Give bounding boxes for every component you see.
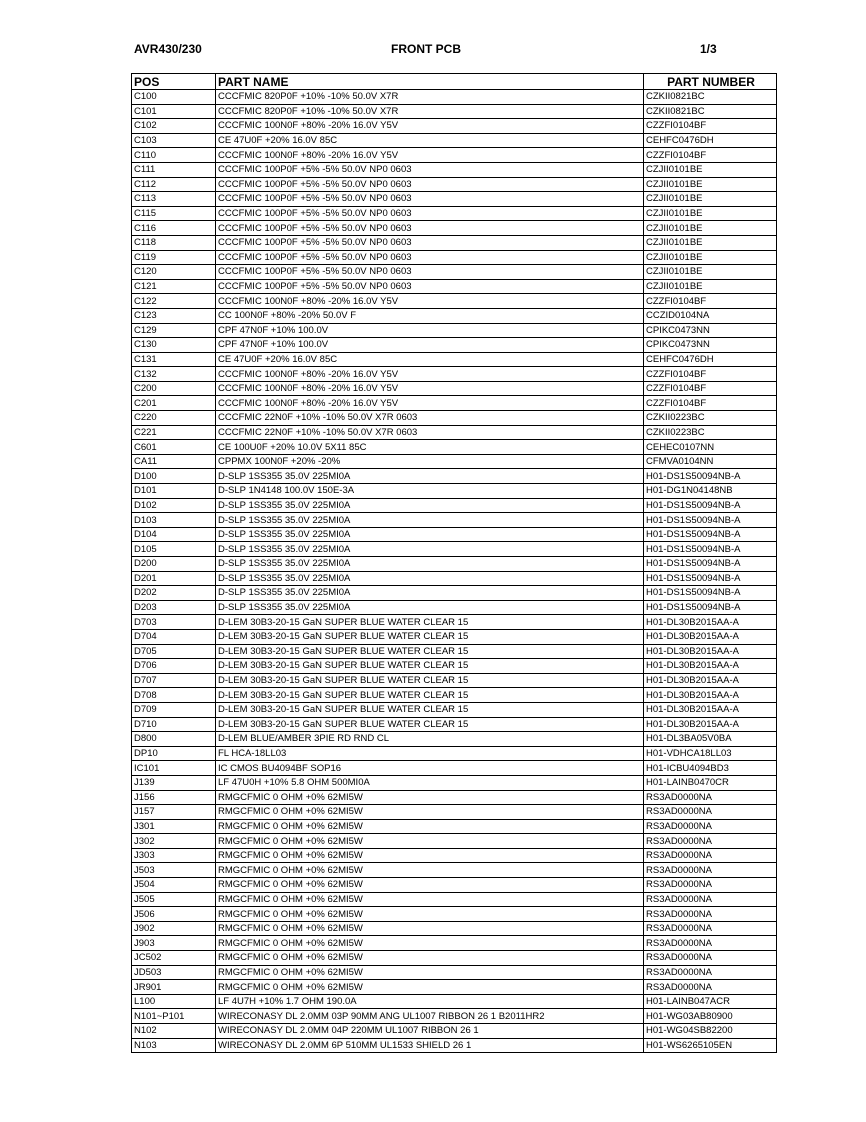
cell-part-number: H01-DS1S50094NB-A [644,600,777,615]
cell-pos: J301 [132,819,216,834]
cell-pos: C201 [132,396,216,411]
table-row [132,294,777,309]
table-row [132,250,777,265]
cell-pos: C119 [132,250,216,265]
cell-pos: C102 [132,119,216,134]
cell-part-name: CCCFMIC 100P0F +5% -5% 50.0V NP0 0603 [216,162,644,177]
table-row [132,104,777,119]
table-row [132,323,777,338]
cell-pos: J504 [132,878,216,893]
table-row [132,352,777,367]
page-number: 1/3 [700,42,717,56]
cell-pos: D708 [132,688,216,703]
cell-part-number: H01-ICBU4094BD3 [644,761,777,776]
cell-part-number: H01-VDHCA18LL03 [644,746,777,761]
cell-pos: D800 [132,732,216,747]
cell-part-name: D-LEM 30B3-20-15 GaN SUPER BLUE WATER CLEAR 15 [216,644,644,659]
cell-pos: J156 [132,790,216,805]
cell-part-number: H01-DS1S50094NB-A [644,513,777,528]
cell-part-number: CZJII0101BE [644,177,777,192]
cell-part-number: RS3AD0000NA [644,805,777,820]
cell-part-name: CCCFMIC 22N0F +10% -10% 50.0V X7R 0603 [216,425,644,440]
cell-part-name: CE 100U0F +20% 10.0V 5X11 85C [216,440,644,455]
cell-pos: D101 [132,484,216,499]
table-row [132,221,777,236]
table-row [132,629,777,644]
cell-part-name: RMGCFMIC 0 OHM +0% 62MI5W [216,834,644,849]
cell-part-number: H01-DS1S50094NB-A [644,571,777,586]
cell-part-name: CCCFMIC 100P0F +5% -5% 50.0V NP0 0603 [216,177,644,192]
table-row [132,965,777,980]
cell-part-name: LF 47U0H +10% 5.8 OHM 500MI0A [216,775,644,790]
cell-part-name: RMGCFMIC 0 OHM +0% 62MI5W [216,878,644,893]
cell-part-number: H01-DL3BA05V0BA [644,732,777,747]
cell-pos: J157 [132,805,216,820]
cell-part-name: RMGCFMIC 0 OHM +0% 62MI5W [216,863,644,878]
cell-part-number: H01-DG1N04148NB [644,484,777,499]
cell-part-number: RS3AD0000NA [644,892,777,907]
cell-part-number: CZJII0101BE [644,265,777,280]
cell-pos: C113 [132,192,216,207]
cell-pos: DP10 [132,746,216,761]
cell-part-name: RMGCFMIC 0 OHM +0% 62MI5W [216,980,644,995]
table-row [132,206,777,221]
cell-pos: J505 [132,892,216,907]
cell-pos: J506 [132,907,216,922]
table-row [132,586,777,601]
cell-part-name: D-SLP 1SS355 35.0V 225MI0A [216,498,644,513]
cell-part-number: H01-WG03AB80900 [644,1009,777,1024]
table-row [132,673,777,688]
cell-pos: C123 [132,308,216,323]
cell-pos: D102 [132,498,216,513]
cell-part-name: RMGCFMIC 0 OHM +0% 62MI5W [216,892,644,907]
cell-pos: C132 [132,367,216,382]
cell-part-name: CE 47U0F +20% 16.0V 85C [216,133,644,148]
table-row [132,848,777,863]
cell-part-number: CZKII0821BC [644,90,777,105]
table-row [132,1009,777,1024]
cell-part-number: CEHFC0476DH [644,352,777,367]
cell-pos: N102 [132,1024,216,1039]
cell-part-number: H01-WS6265105EN [644,1038,777,1053]
parts-table [131,73,777,1053]
cell-pos: C112 [132,177,216,192]
cell-part-name: D-SLP 1SS355 35.0V 225MI0A [216,557,644,572]
table-row [132,454,777,469]
cell-part-name: CCCFMIC 100N0F +80% -20% 16.0V Y5V [216,396,644,411]
cell-pos: C601 [132,440,216,455]
cell-part-number: CEHFC0476DH [644,133,777,148]
cell-part-number: H01-DL30B2015AA-A [644,702,777,717]
table-row [132,907,777,922]
cell-part-name: WIRECONASY DL 2.0MM 6P 510MM UL1533 SHIELD 26 1 [216,1038,644,1053]
cell-part-number: H01-DL30B2015AA-A [644,659,777,674]
cell-part-number: CPIKC0473NN [644,338,777,353]
table-row [132,279,777,294]
cell-pos: J302 [132,834,216,849]
cell-part-number: H01-DL30B2015AA-A [644,717,777,732]
cell-part-name: CCCFMIC 100P0F +5% -5% 50.0V NP0 0603 [216,192,644,207]
cell-pos: C220 [132,411,216,426]
table-row [132,411,777,426]
table-row [132,381,777,396]
cell-pos: N103 [132,1038,216,1053]
table-row [132,498,777,513]
cell-pos: C130 [132,338,216,353]
cell-pos: C116 [132,221,216,236]
cell-part-number: CZZFI0104BF [644,396,777,411]
cell-part-number: CZZFI0104BF [644,367,777,382]
cell-part-name: CCCFMIC 100N0F +80% -20% 16.0V Y5V [216,381,644,396]
cell-part-number: RS3AD0000NA [644,834,777,849]
cell-part-name: D-SLP 1SS355 35.0V 225MI0A [216,542,644,557]
cell-part-name: CCCFMIC 100P0F +5% -5% 50.0V NP0 0603 [216,206,644,221]
cell-pos: D200 [132,557,216,572]
table-row [132,615,777,630]
cell-part-name: D-LEM 30B3-20-15 GaN SUPER BLUE WATER CLEAR 15 [216,688,644,703]
cell-part-number: H01-DL30B2015AA-A [644,644,777,659]
cell-part-name: CPF 47N0F +10% 100.0V [216,338,644,353]
cell-part-number: H01-DS1S50094NB-A [644,498,777,513]
cell-part-name: WIRECONASY DL 2.0MM 03P 90MM ANG UL1007 RIBBON 26 1 B2011HR2 [216,1009,644,1024]
table-row [132,235,777,250]
cell-pos: C103 [132,133,216,148]
cell-part-name: LF 4U7H +10% 1.7 OHM 190.0A [216,994,644,1009]
cell-pos: J303 [132,848,216,863]
section-title: FRONT PCB [391,42,461,56]
cell-pos: D710 [132,717,216,732]
cell-part-name: CCCFMIC 100N0F +80% -20% 16.0V Y5V [216,148,644,163]
cell-pos: IC101 [132,761,216,776]
cell-pos: C129 [132,323,216,338]
cell-part-name: RMGCFMIC 0 OHM +0% 62MI5W [216,819,644,834]
table-row [132,338,777,353]
table-row [132,951,777,966]
table-row [132,192,777,207]
cell-part-name: CCCFMIC 820P0F +10% -10% 50.0V X7R [216,90,644,105]
cell-part-number: RS3AD0000NA [644,936,777,951]
table-row [132,980,777,995]
table-row [132,148,777,163]
cell-part-name: CCCFMIC 100P0F +5% -5% 50.0V NP0 0603 [216,221,644,236]
cell-part-name: D-SLP 1N4148 100.0V 150E-3A [216,484,644,499]
cell-pos: D705 [132,644,216,659]
cell-part-number: CZKII0223BC [644,411,777,426]
table-row [132,921,777,936]
table-row [132,469,777,484]
cell-part-number: CPIKC0473NN [644,323,777,338]
cell-part-number: H01-DL30B2015AA-A [644,673,777,688]
cell-pos: C200 [132,381,216,396]
table-row [132,790,777,805]
cell-part-name: RMGCFMIC 0 OHM +0% 62MI5W [216,790,644,805]
cell-part-name: CCCFMIC 22N0F +10% -10% 50.0V X7R 0603 [216,411,644,426]
cell-pos: D105 [132,542,216,557]
cell-part-number: CZKII0223BC [644,425,777,440]
cell-part-name: CC 100N0F +80% -20% 50.0V F [216,308,644,323]
cell-pos: D709 [132,702,216,717]
cell-pos: CA11 [132,454,216,469]
cell-part-number: RS3AD0000NA [644,980,777,995]
table-row [132,775,777,790]
cell-part-name: CCCFMIC 100N0F +80% -20% 16.0V Y5V [216,294,644,309]
table-row [132,484,777,499]
table-row [132,177,777,192]
cell-part-name: CE 47U0F +20% 16.0V 85C [216,352,644,367]
cell-part-name: D-LEM 30B3-20-15 GaN SUPER BLUE WATER CLEAR 15 [216,673,644,688]
cell-part-number: CZJII0101BE [644,221,777,236]
cell-pos: JR901 [132,980,216,995]
cell-pos: C101 [132,104,216,119]
cell-part-number: CZZFI0104BF [644,381,777,396]
cell-part-number: CCZID0104NA [644,308,777,323]
cell-pos: J503 [132,863,216,878]
table-row [132,819,777,834]
cell-pos: N101~P101 [132,1009,216,1024]
table-row [132,659,777,674]
table-row [132,265,777,280]
table-row [132,119,777,134]
model-title: AVR430/230 [134,42,202,56]
cell-part-number: RS3AD0000NA [644,790,777,805]
cell-part-name: D-SLP 1SS355 35.0V 225MI0A [216,527,644,542]
cell-part-name: D-SLP 1SS355 35.0V 225MI0A [216,571,644,586]
cell-pos: C131 [132,352,216,367]
cell-pos: C115 [132,206,216,221]
cell-pos: JC502 [132,951,216,966]
cell-pos: J902 [132,921,216,936]
cell-part-number: H01-DS1S50094NB-A [644,586,777,601]
table-row [132,440,777,455]
table-row [132,878,777,893]
cell-part-number: RS3AD0000NA [644,965,777,980]
cell-part-name: D-SLP 1SS355 35.0V 225MI0A [216,513,644,528]
cell-part-number: CZJII0101BE [644,250,777,265]
table-row [132,702,777,717]
cell-part-number: RS3AD0000NA [644,951,777,966]
table-row [132,732,777,747]
cell-part-name: D-SLP 1SS355 35.0V 225MI0A [216,586,644,601]
table-row [132,308,777,323]
cell-part-name: D-LEM 30B3-20-15 GaN SUPER BLUE WATER CLEAR 15 [216,702,644,717]
cell-pos: C120 [132,265,216,280]
cell-part-name: CCCFMIC 100P0F +5% -5% 50.0V NP0 0603 [216,279,644,294]
table-row [132,644,777,659]
column-header-part-name: PART NAME [216,74,644,90]
cell-part-number: H01-LAINB0470CR [644,775,777,790]
cell-part-number: RS3AD0000NA [644,863,777,878]
cell-part-name: CPPMX 100N0F +20% -20% [216,454,644,469]
cell-part-number: RS3AD0000NA [644,848,777,863]
cell-pos: D103 [132,513,216,528]
cell-part-number: H01-LAINB047ACR [644,994,777,1009]
cell-part-name: D-SLP 1SS355 35.0V 225MI0A [216,600,644,615]
cell-part-name: CCCFMIC 100N0F +80% -20% 16.0V Y5V [216,119,644,134]
cell-part-number: CZZFI0104BF [644,148,777,163]
cell-part-number: CZKII0821BC [644,104,777,119]
cell-pos: D202 [132,586,216,601]
cell-pos: D104 [132,527,216,542]
cell-part-number: RS3AD0000NA [644,907,777,922]
cell-part-number: CZJII0101BE [644,235,777,250]
cell-part-name: FL HCA-18LL03 [216,746,644,761]
cell-part-number: RS3AD0000NA [644,921,777,936]
cell-part-name: CCCFMIC 100P0F +5% -5% 50.0V NP0 0603 [216,250,644,265]
cell-part-number: CZJII0101BE [644,192,777,207]
cell-pos: D704 [132,629,216,644]
cell-pos: D201 [132,571,216,586]
cell-part-number: RS3AD0000NA [644,878,777,893]
table-header-row [132,74,777,90]
table-row [132,571,777,586]
table-row [132,513,777,528]
cell-pos: C122 [132,294,216,309]
table-row [132,542,777,557]
cell-part-name: CCCFMIC 100P0F +5% -5% 50.0V NP0 0603 [216,235,644,250]
column-header-part-number: PART NUMBER [644,74,777,90]
cell-pos: C111 [132,162,216,177]
table-row [132,717,777,732]
table-row [132,367,777,382]
cell-part-name: CCCFMIC 100P0F +5% -5% 50.0V NP0 0603 [216,265,644,280]
cell-pos: D703 [132,615,216,630]
table-row [132,892,777,907]
cell-part-name: RMGCFMIC 0 OHM +0% 62MI5W [216,907,644,922]
cell-pos: D707 [132,673,216,688]
table-row [132,1024,777,1039]
cell-part-name: WIRECONASY DL 2.0MM 04P 220MM UL1007 RIBBON 26 1 [216,1024,644,1039]
cell-part-number: H01-DS1S50094NB-A [644,542,777,557]
table-row [132,746,777,761]
cell-part-name: D-LEM BLUE/AMBER 3PIE RD RND CL [216,732,644,747]
table-body [132,90,777,1053]
cell-part-name: IC CMOS BU4094BF SOP16 [216,761,644,776]
cell-part-name: RMGCFMIC 0 OHM +0% 62MI5W [216,805,644,820]
table-row [132,834,777,849]
cell-part-number: H01-DS1S50094NB-A [644,469,777,484]
cell-part-name: RMGCFMIC 0 OHM +0% 62MI5W [216,921,644,936]
cell-part-name: RMGCFMIC 0 OHM +0% 62MI5W [216,848,644,863]
table-row [132,527,777,542]
cell-part-number: RS3AD0000NA [644,819,777,834]
cell-part-name: D-LEM 30B3-20-15 GaN SUPER BLUE WATER CLEAR 15 [216,615,644,630]
table-row [132,162,777,177]
table-row [132,133,777,148]
table-row [132,396,777,411]
cell-part-number: H01-DS1S50094NB-A [644,557,777,572]
table-row [132,90,777,105]
cell-part-number: CZZFI0104BF [644,294,777,309]
cell-pos: D100 [132,469,216,484]
cell-pos: C221 [132,425,216,440]
cell-part-number: H01-DL30B2015AA-A [644,629,777,644]
cell-pos: J139 [132,775,216,790]
table-row [132,425,777,440]
cell-pos: C100 [132,90,216,105]
cell-pos: C110 [132,148,216,163]
cell-part-number: CZJII0101BE [644,279,777,294]
cell-part-number: H01-DL30B2015AA-A [644,688,777,703]
cell-pos: J903 [132,936,216,951]
cell-part-number: H01-DS1S50094NB-A [644,527,777,542]
table-row [132,688,777,703]
cell-part-name: D-LEM 30B3-20-15 GaN SUPER BLUE WATER CLEAR 15 [216,659,644,674]
cell-part-name: RMGCFMIC 0 OHM +0% 62MI5W [216,965,644,980]
table-row [132,557,777,572]
cell-part-name: D-SLP 1SS355 35.0V 225MI0A [216,469,644,484]
cell-part-name: D-LEM 30B3-20-15 GaN SUPER BLUE WATER CLEAR 15 [216,717,644,732]
table-row [132,994,777,1009]
cell-part-name: CCCFMIC 820P0F +10% -10% 50.0V X7R [216,104,644,119]
cell-part-number: CZJII0101BE [644,206,777,221]
cell-part-name: CPF 47N0F +10% 100.0V [216,323,644,338]
cell-part-name: CCCFMIC 100N0F +80% -20% 16.0V Y5V [216,367,644,382]
cell-part-number: CEHEC0107NN [644,440,777,455]
cell-part-name: D-LEM 30B3-20-15 GaN SUPER BLUE WATER CLEAR 15 [216,629,644,644]
table-row [132,936,777,951]
table-row [132,805,777,820]
column-header-pos: POS [132,74,216,90]
cell-part-number: CZZFI0104BF [644,119,777,134]
cell-part-number: H01-DL30B2015AA-A [644,615,777,630]
cell-part-name: RMGCFMIC 0 OHM +0% 62MI5W [216,951,644,966]
cell-part-number: H01-WG04SB82200 [644,1024,777,1039]
cell-pos: C121 [132,279,216,294]
cell-pos: D706 [132,659,216,674]
cell-pos: C118 [132,235,216,250]
cell-pos: JD503 [132,965,216,980]
table-row [132,1038,777,1053]
table-row [132,863,777,878]
cell-part-number: CZJII0101BE [644,162,777,177]
cell-part-name: RMGCFMIC 0 OHM +0% 62MI5W [216,936,644,951]
table-row [132,761,777,776]
cell-pos: D203 [132,600,216,615]
table-row [132,600,777,615]
cell-part-number: CFMVA0104NN [644,454,777,469]
cell-pos: L100 [132,994,216,1009]
